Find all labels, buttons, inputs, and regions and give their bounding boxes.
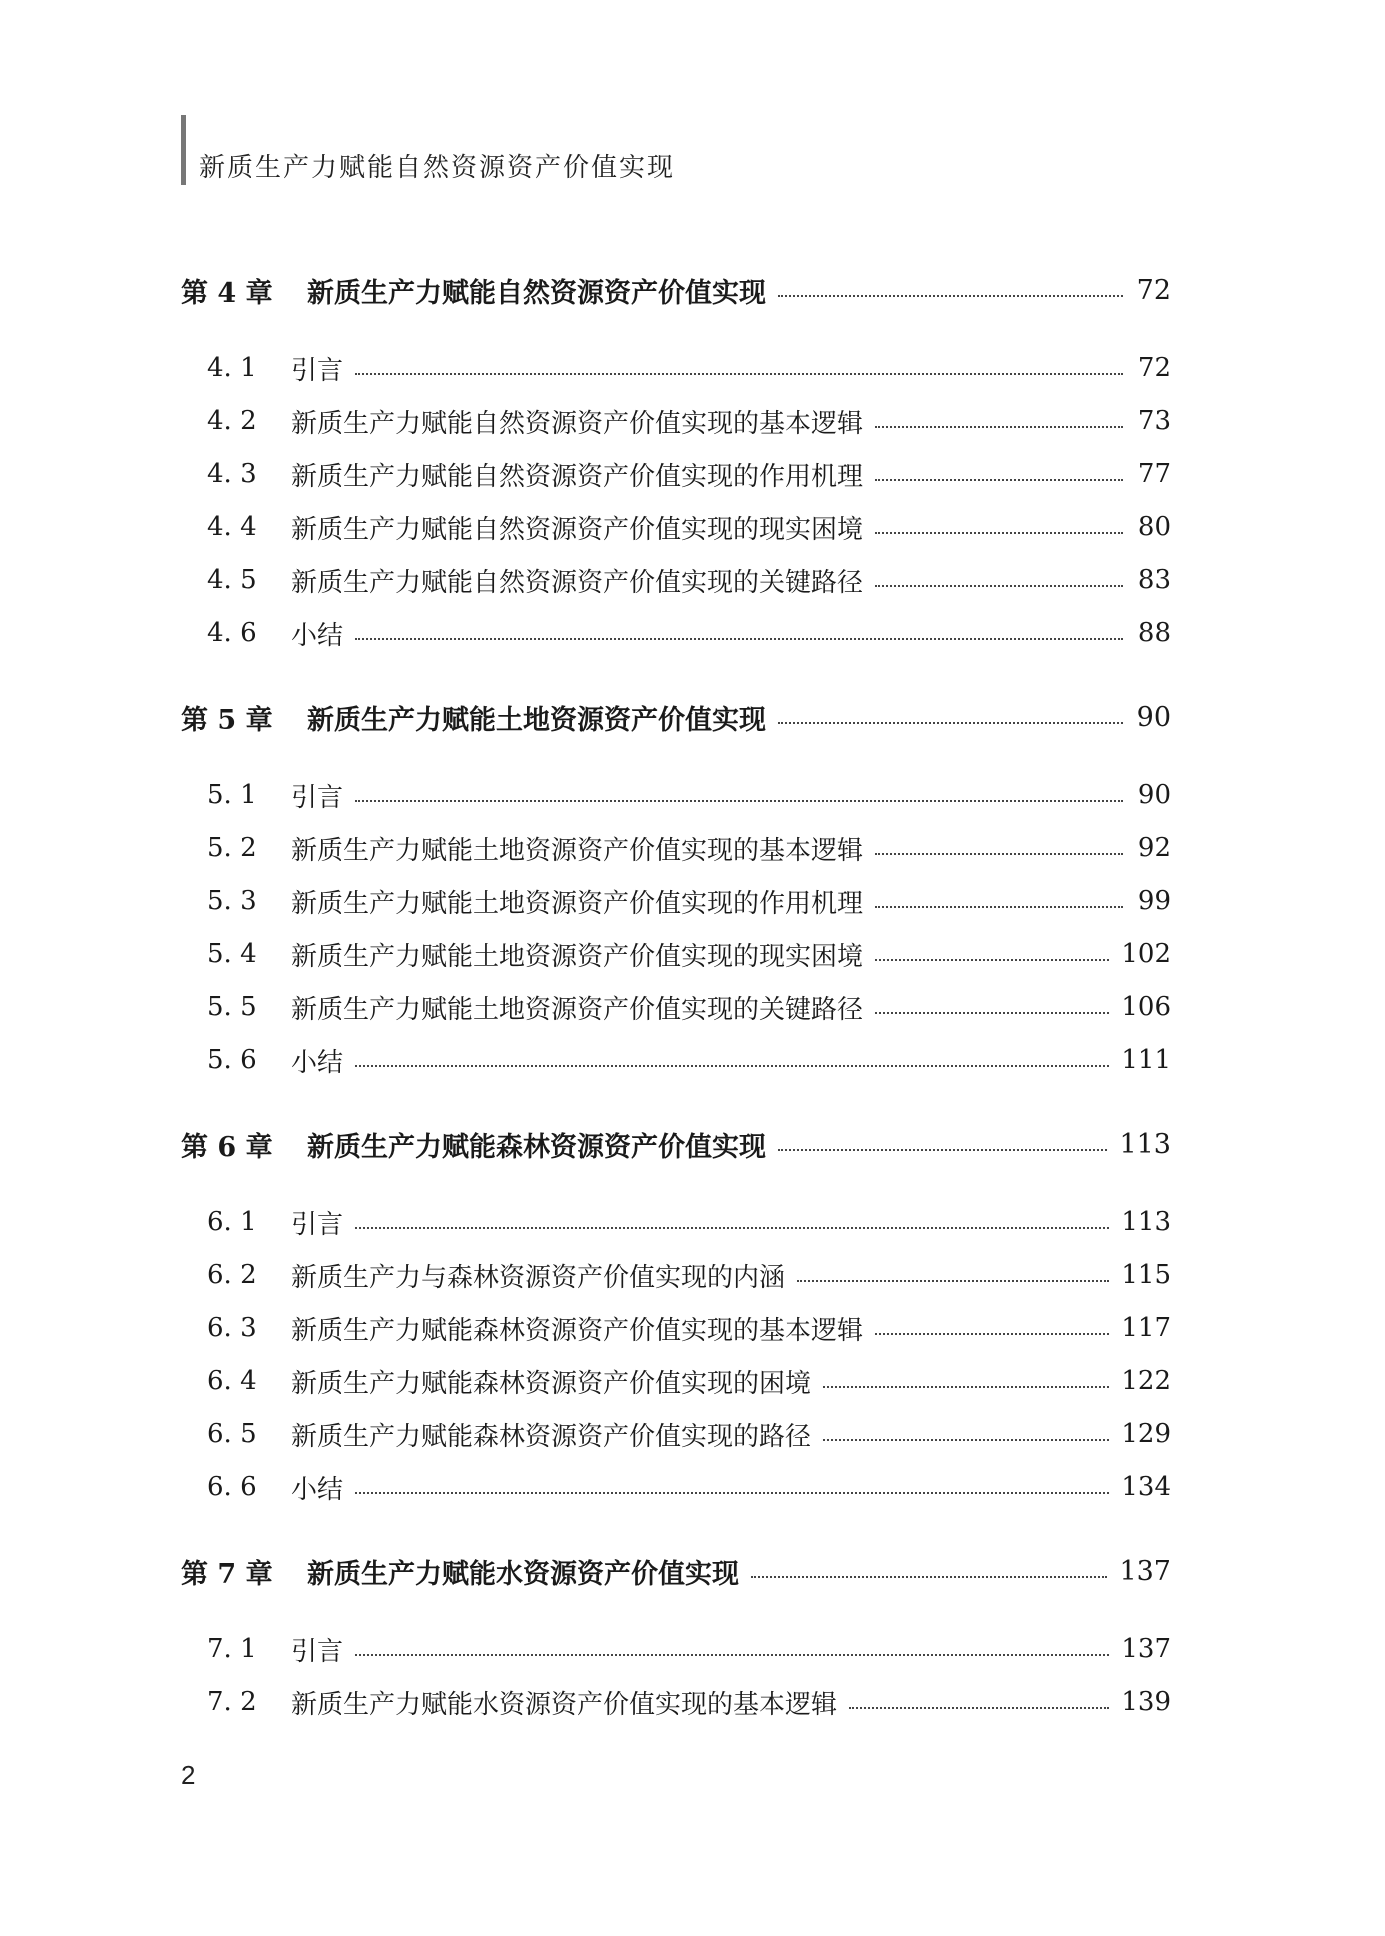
toc-leader-dots	[875, 585, 1123, 587]
toc-leader-dots	[823, 1439, 1109, 1441]
toc-leader-dots	[875, 479, 1123, 481]
toc-entry-page: 129	[1121, 1419, 1171, 1449]
toc-entry-title: 引言	[291, 1636, 344, 1667]
toc-section-entry[interactable]	[181, 348, 1171, 388]
toc-entry-title: 新质生产力赋能自然资源资产价值实现的作用机理	[291, 461, 864, 492]
toc-entry-page: 137	[1119, 1555, 1171, 1587]
toc-leader-dots	[875, 532, 1123, 534]
toc-entry-page: 117	[1121, 1313, 1171, 1343]
toc-section-entry[interactable]	[181, 1202, 1171, 1242]
toc-entry-page: 122	[1121, 1366, 1171, 1396]
toc-entry-number: 5. 5	[207, 992, 257, 1022]
toc-entry-number: 6. 3	[207, 1313, 257, 1343]
toc-entry-page: 115	[1121, 1260, 1171, 1290]
toc-section-entry[interactable]	[181, 775, 1171, 815]
toc-entry-number: 4. 2	[207, 406, 257, 436]
toc-entry-number: 4. 3	[207, 459, 257, 489]
toc-entry-page: 113	[1119, 1128, 1171, 1160]
toc-section-entry[interactable]	[181, 507, 1171, 547]
toc-entry-title: 新质生产力赋能水资源资产价值实现的基本逻辑	[291, 1689, 838, 1720]
toc-leader-dots	[875, 1333, 1109, 1335]
toc-entry-title: 新质生产力与森林资源资产价值实现的内涵	[291, 1262, 786, 1293]
toc-section-entry[interactable]	[181, 401, 1171, 441]
toc-entry-page: 88	[1137, 618, 1171, 648]
toc-entry-page: 139	[1121, 1687, 1171, 1717]
toc-entry-title: 新质生产力赋能土地资源资产价值实现的基本逻辑	[291, 835, 864, 866]
toc-entry-number: 第 4 章	[181, 277, 273, 309]
toc-leader-dots	[875, 1012, 1109, 1014]
toc-entry-page: 113	[1121, 1207, 1171, 1237]
toc-section-entry[interactable]	[181, 1308, 1171, 1348]
toc-entry-number: 5. 1	[207, 780, 257, 810]
toc-entry-number: 4. 6	[207, 618, 257, 648]
toc-entry-title: 引言	[291, 355, 344, 386]
toc-entry-number: 4. 4	[207, 512, 257, 542]
toc-entry-title: 引言	[291, 1209, 344, 1240]
toc-entry-page: 80	[1137, 512, 1171, 542]
toc-entry-number: 第 7 章	[181, 1558, 273, 1590]
toc-section-entry[interactable]	[181, 1467, 1171, 1507]
toc-entry-title: 新质生产力赋能自然资源资产价值实现的基本逻辑	[291, 408, 864, 439]
toc-section-entry[interactable]	[181, 934, 1171, 974]
toc-entry-page: 111	[1121, 1045, 1171, 1075]
toc-chapter-entry[interactable]	[181, 1124, 1171, 1164]
toc-leader-dots	[875, 959, 1109, 961]
toc-leader-dots	[875, 426, 1123, 428]
toc-entry-number: 5. 6	[207, 1045, 257, 1075]
toc-entry-title: 新质生产力赋能自然资源资产价值实现的关键路径	[291, 567, 864, 598]
toc-section-entry[interactable]	[181, 1040, 1171, 1080]
toc-entry-number: 5. 2	[207, 833, 257, 863]
running-head-rule	[181, 115, 186, 185]
toc-entry-title: 新质生产力赋能森林资源资产价值实现的基本逻辑	[291, 1315, 864, 1346]
toc-entry-number: 6. 5	[207, 1419, 257, 1449]
toc-entry-page: 102	[1121, 939, 1171, 969]
toc-leader-dots	[875, 906, 1123, 908]
toc-entry-number: 第 6 章	[181, 1131, 273, 1163]
toc-leader-dots	[355, 1492, 1109, 1494]
toc-section-entry[interactable]	[181, 613, 1171, 653]
toc-entry-title: 新质生产力赋能水资源资产价值实现	[307, 1558, 739, 1590]
toc-leader-dots	[355, 1227, 1109, 1229]
toc-leader-dots	[797, 1280, 1109, 1282]
toc-entry-number: 7. 1	[207, 1634, 257, 1664]
toc-entry-number: 6. 6	[207, 1472, 257, 1502]
toc-leader-dots	[823, 1386, 1109, 1388]
toc-entry-number: 第 5 章	[181, 704, 273, 736]
toc-entry-title: 新质生产力赋能森林资源资产价值实现	[307, 1131, 766, 1163]
toc-entry-number: 4. 5	[207, 565, 257, 595]
toc-section-entry[interactable]	[181, 987, 1171, 1027]
toc-chapter-entry[interactable]	[181, 270, 1171, 310]
running-head-title: 新质生产力赋能自然资源资产价值实现	[199, 153, 676, 183]
toc-entry-page: 72	[1137, 353, 1171, 383]
toc-entry-title: 小结	[291, 1047, 344, 1078]
toc-section-entry[interactable]	[181, 828, 1171, 868]
toc-entry-page: 73	[1137, 406, 1171, 436]
toc-section-entry[interactable]	[181, 454, 1171, 494]
toc-leader-dots	[355, 638, 1123, 640]
toc-entry-page: 137	[1121, 1634, 1171, 1664]
toc-entry-title: 新质生产力赋能森林资源资产价值实现的路径	[291, 1421, 812, 1452]
toc-entry-page: 90	[1137, 780, 1171, 810]
toc-leader-dots	[355, 373, 1123, 375]
toc-entry-number: 5. 3	[207, 886, 257, 916]
toc-entry-title: 新质生产力赋能土地资源资产价值实现的现实困境	[291, 941, 864, 972]
toc-entry-number: 6. 4	[207, 1366, 257, 1396]
toc-chapter-entry[interactable]	[181, 1551, 1171, 1591]
toc-section-entry[interactable]	[181, 1361, 1171, 1401]
toc-section-entry[interactable]	[181, 881, 1171, 921]
toc-section-entry[interactable]	[181, 1682, 1171, 1722]
toc-leader-dots	[875, 853, 1123, 855]
toc-leader-dots	[778, 295, 1123, 297]
toc-leader-dots	[778, 722, 1123, 724]
toc-entry-number: 6. 1	[207, 1207, 257, 1237]
toc-entry-title: 引言	[291, 782, 344, 813]
toc-entry-title: 新质生产力赋能土地资源资产价值实现的作用机理	[291, 888, 864, 919]
toc-entry-title: 新质生产力赋能自然资源资产价值实现	[307, 277, 766, 309]
toc-entry-page: 92	[1137, 833, 1171, 863]
toc-chapter-entry[interactable]	[181, 697, 1171, 737]
toc-section-entry[interactable]	[181, 560, 1171, 600]
toc-entry-page: 134	[1121, 1472, 1171, 1502]
toc-entry-number: 4. 1	[207, 353, 257, 383]
toc-entry-page: 99	[1137, 886, 1171, 916]
toc-section-entry[interactable]	[181, 1414, 1171, 1454]
toc-leader-dots	[778, 1149, 1107, 1151]
toc-entry-title: 小结	[291, 1474, 344, 1505]
toc-leader-dots	[355, 1654, 1109, 1656]
toc-entry-title: 新质生产力赋能自然资源资产价值实现的现实困境	[291, 514, 864, 545]
toc-entry-number: 7. 2	[207, 1687, 257, 1717]
toc-entry-number: 5. 4	[207, 939, 257, 969]
page-number: 2	[181, 1760, 196, 1790]
toc-leader-dots	[355, 800, 1123, 802]
toc-entry-page: 90	[1136, 701, 1171, 733]
toc-entry-number: 6. 2	[207, 1260, 257, 1290]
toc-section-entry[interactable]	[181, 1629, 1171, 1669]
toc-entry-title: 新质生产力赋能土地资源资产价值实现	[307, 704, 766, 736]
toc-entry-title: 新质生产力赋能森林资源资产价值实现的困境	[291, 1368, 812, 1399]
toc-entry-page: 72	[1136, 274, 1171, 306]
toc-entry-page: 106	[1121, 992, 1171, 1022]
toc-entry-page: 83	[1137, 565, 1171, 595]
toc-section-entry[interactable]	[181, 1255, 1171, 1295]
toc-entry-title: 小结	[291, 620, 344, 651]
toc-entry-page: 77	[1137, 459, 1171, 489]
toc-entry-title: 新质生产力赋能土地资源资产价值实现的关键路径	[291, 994, 864, 1025]
toc-leader-dots	[849, 1707, 1109, 1709]
toc-leader-dots	[355, 1065, 1109, 1067]
toc-leader-dots	[751, 1576, 1107, 1578]
